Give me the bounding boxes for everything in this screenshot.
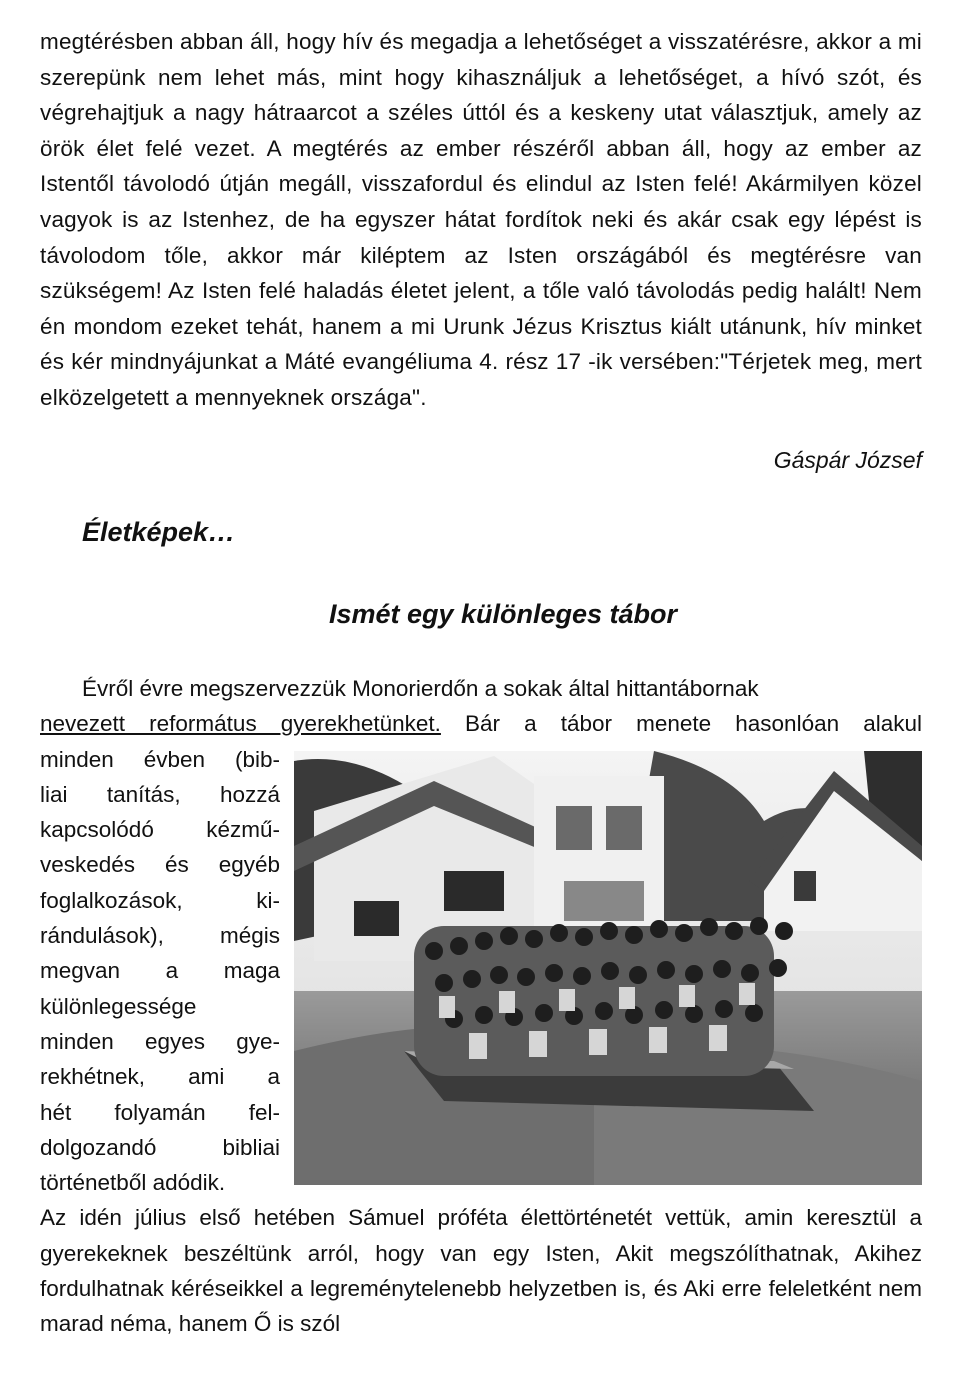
intro-paragraph: megtérésben abban áll, hogy hív és megadja a lehetőséget a visszatérésre, akkor a mi szerepünk nem lehet más, mint hogy kihasználjuk a lehetőséget, a hívó szót, és végrehajtjuk a nagy hátraarcot a széles úttól és a keskeny utat választjuk, amely az örök élet felé vezet. A megtérés az ember részéről abban áll, hogy az ember az Istentől távolodó útján megáll, visszafordul és elindul az Isten felé! Akármilyen közel vagyok is az Istenhez, de ha egyszer hátat fordítok neki és akár csak egy lépést is távolodom tőle, akkor már kiléptem az Isten országából és megtérésre van szükségem! Az Isten felé haladás életet jelent, a tőle való távolodás pedig halált! Nem én mondom ezeket tehát, hanem a mi Urunk Jézus Krisztus kiált utánunk, hív minket és kér mindnyájunkat a Máté evangéliuma 4. rész 17 -ik versében:"Térjetek meg, mert elközelgetett a mennyeknek országa".: [40, 29, 922, 410]
side-line: hét folyamán fel-: [40, 1099, 280, 1125]
side-line: dolgozandó bibliai: [40, 1134, 280, 1160]
side-line: történetből adódik.: [40, 1170, 226, 1196]
lead-text-b: nevezett református gyerekhetünket.: [40, 711, 441, 737]
article-title: Ismét egy különleges tábor: [328, 599, 678, 629]
lead-line-2: [40, 706, 922, 741]
side-line: minden egyes gye-: [40, 1028, 280, 1054]
side-line: minden évben (bib-: [40, 746, 280, 772]
side-line: rándulások), mégis: [40, 923, 280, 949]
section-title: Életképek…: [82, 517, 236, 547]
side-line: különlegessége: [40, 993, 197, 1019]
side-line: kapcsolódó kézmű-: [40, 817, 280, 843]
author-signature: Gáspár József: [773, 447, 922, 473]
after-photo-paragraph: Az idén július első hetében Sámuel próféta élettörténetét vettük, amin keresztül a gyerekeknek beszéltünk arról, hogy van egy Isten, Akit megszólíthatnak, Akihez fordulhatnak kéréseikkel a legreménytelenebb helyzetben is, és Aki erre feleletként nem marad néma, hanem Ő is szól: [40, 1205, 922, 1337]
group-photo: [294, 751, 922, 1185]
article-body: [40, 671, 922, 1342]
lead-text-a: Évről évre megszervezzük Monorierdőn a sokak által hittantábornak: [82, 676, 759, 701]
side-line: liai tanítás, hozzá: [40, 781, 280, 807]
side-line: megvan a maga: [40, 958, 280, 984]
lead-text-c: Bár a tábor menete hasonlóan alakul: [440, 711, 923, 737]
side-line: foglalkozások, ki-: [40, 887, 280, 913]
side-line: rekhétnek, ami a: [40, 1064, 280, 1090]
group-photo-frame: [294, 751, 922, 1185]
lead-line: [40, 671, 922, 706]
side-line: veskedés és egyéb: [40, 852, 280, 878]
